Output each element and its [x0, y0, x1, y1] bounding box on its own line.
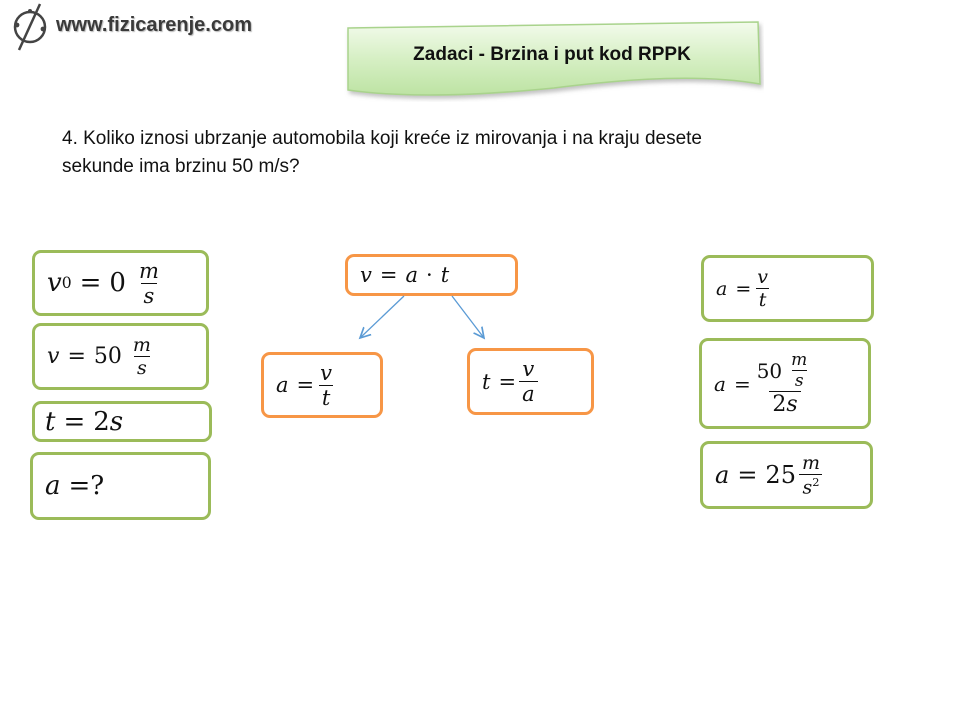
solution-step2-box: [699, 338, 871, 429]
given-t-unit: s: [109, 406, 124, 437]
solution-step2-eq: =: [733, 371, 751, 396]
solution-step1-den: t: [756, 288, 770, 311]
solution-step1-eq: =: [735, 277, 752, 300]
solution-result-value: 25: [765, 460, 796, 489]
formula-a-box: [261, 352, 383, 418]
question-text: [62, 125, 822, 181]
given-v0-var: v: [47, 268, 62, 298]
given-v0-box: [32, 250, 209, 316]
formula-main-a: a: [405, 263, 419, 287]
given-v0-unit-den: s: [141, 283, 158, 308]
given-v0-eq: =: [79, 268, 102, 298]
solution-result-eq: =: [737, 460, 758, 489]
given-v0-sub: 0: [61, 274, 72, 292]
question-line-2: sekunde ima brzinu 50 m/s?: [62, 156, 300, 177]
formula-a-lhs: a: [276, 373, 289, 397]
given-v-eq: =: [67, 344, 86, 369]
given-v0-unit-num: m: [138, 258, 159, 283]
solution-step1-box: [701, 255, 874, 322]
given-v-var: v: [47, 344, 60, 369]
page-title: Zadaci - Brzina i put kod RPPK: [413, 44, 691, 65]
formula-t-num: v: [522, 357, 535, 381]
solution-step2-num-unit-num: m: [791, 350, 808, 370]
solution-result-unit-den: s: [802, 476, 813, 499]
given-v-unit-num: m: [132, 334, 151, 356]
given-t-value: 2: [93, 406, 110, 437]
solution-result-unit-num: m: [801, 451, 820, 474]
formula-t-den: a: [519, 381, 538, 406]
given-t-var: t: [45, 406, 56, 437]
formula-t-box: [467, 348, 594, 415]
derivation-arrows: [340, 290, 500, 350]
solution-step2-lhs: a: [714, 371, 726, 396]
formula-main-lhs: v: [360, 263, 372, 287]
solution-step2-den-value: 2: [772, 392, 787, 417]
solution-step1-lhs: a: [716, 277, 728, 300]
logo-text[interactable]: www.fizicarenje.com: [56, 14, 252, 36]
solution-step1-num: v: [757, 266, 768, 288]
given-v-value: 50: [93, 344, 122, 369]
solution-result-unit-exp: 2: [812, 474, 820, 489]
question-line-1: 4. Koliko iznosi ubrzanje automobila koji kreće iz mirovanja i na kraju desete: [62, 128, 702, 149]
given-t-eq: =: [63, 406, 86, 437]
given-a-box: [30, 452, 211, 520]
solution-step2-num-unit-den: s: [792, 370, 807, 391]
solution-step2-den-unit: s: [786, 392, 798, 417]
formula-t-eq: =: [498, 369, 517, 394]
formula-a-num: v: [320, 360, 333, 385]
formula-a-den: t: [319, 385, 333, 410]
solution-step2-num-value: 50: [756, 358, 783, 383]
logo-icon: [6, 2, 54, 52]
solution-result-lhs: a: [715, 460, 730, 489]
given-v-unit-den: s: [134, 356, 150, 379]
given-a-eq: =?: [68, 471, 105, 501]
given-v0-value: 0: [109, 268, 126, 298]
given-a-var: a: [45, 471, 61, 501]
arrow-right: [452, 296, 484, 338]
formula-main-dot: ·: [426, 263, 433, 287]
solution-result-box: [700, 441, 873, 509]
formula-t-lhs: t: [482, 369, 491, 394]
formula-main-t: t: [440, 263, 450, 287]
formula-a-eq: =: [296, 373, 315, 397]
formula-main-eq: =: [379, 263, 398, 287]
arrow-left: [360, 296, 404, 338]
given-v-box: [32, 323, 209, 390]
given-t-box: [32, 401, 212, 442]
